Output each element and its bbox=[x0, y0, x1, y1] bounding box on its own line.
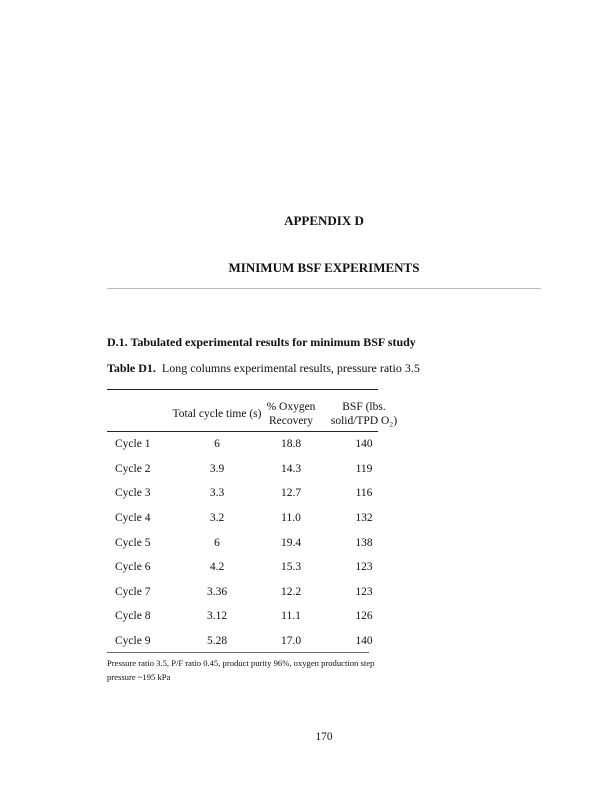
bsf-value: 123 bbox=[355, 585, 373, 598]
cycle-time: 3.9 bbox=[209, 462, 225, 475]
table-row bbox=[107, 604, 409, 629]
table-row bbox=[107, 457, 409, 482]
table-caption-text: Long columns experimental results, pressure ratio 3.5 bbox=[161, 361, 420, 375]
table-row bbox=[107, 530, 409, 555]
page-number: 170 bbox=[315, 731, 333, 743]
bsf-value: 123 bbox=[355, 561, 373, 574]
table-row bbox=[107, 506, 409, 531]
cycle-time: 3.36 bbox=[206, 585, 228, 598]
cycle-time: 3.2 bbox=[209, 512, 225, 525]
header-oxygen-recovery: % Oxygen Recovery bbox=[266, 401, 316, 427]
table-header-row bbox=[107, 396, 409, 432]
cycle-time: 4.2 bbox=[209, 561, 225, 574]
oxygen-recovery: 11.1 bbox=[281, 610, 301, 623]
bsf-value: 119 bbox=[355, 462, 373, 475]
appendix-title: APPENDIX D bbox=[284, 213, 364, 228]
table-row bbox=[107, 629, 409, 654]
table-row bbox=[107, 580, 409, 605]
bsf-value: 140 bbox=[355, 635, 373, 648]
oxygen-recovery: 12.7 bbox=[280, 487, 302, 500]
cycle-label: Cycle 2 bbox=[115, 462, 151, 475]
bsf-value: 132 bbox=[355, 512, 373, 525]
table-footnote: Pressure ratio 3.5, P/F ratio 0.45, product purity 96%, oxygen production step pressure ~195 kPa bbox=[107, 658, 375, 682]
header-cycle-time: Total cycle time (s) bbox=[172, 408, 262, 420]
cycle-label: Cycle 8 bbox=[115, 610, 151, 623]
cycle-label: Cycle 3 bbox=[115, 487, 151, 500]
cycle-time: 6 bbox=[214, 438, 220, 451]
oxygen-recovery: 17.0 bbox=[280, 635, 302, 648]
oxygen-recovery: 19.4 bbox=[280, 536, 302, 549]
cycle-label: Cycle 4 bbox=[115, 512, 151, 525]
table-top-rule bbox=[107, 389, 378, 390]
cycle-label: Cycle 1 bbox=[115, 438, 151, 451]
bsf-value: 138 bbox=[355, 536, 373, 549]
cycle-label: Cycle 5 bbox=[115, 536, 151, 549]
table-caption-label: Table D1. bbox=[107, 361, 156, 375]
table-row bbox=[107, 432, 409, 457]
appendix-subtitle: MINIMUM BSF EXPERIMENTS bbox=[228, 260, 420, 275]
bsf-value: 140 bbox=[355, 438, 373, 451]
results-table bbox=[107, 396, 409, 653]
bsf-value: 126 bbox=[355, 610, 373, 623]
cycle-time: 5.28 bbox=[206, 635, 228, 648]
header-bsf: BSF (lbs. solid/TPD O₂) bbox=[330, 401, 398, 427]
oxygen-recovery: 15.3 bbox=[280, 561, 302, 574]
table-caption bbox=[107, 361, 420, 376]
table-row bbox=[107, 481, 409, 506]
oxygen-recovery: 14.3 bbox=[280, 462, 302, 475]
cycle-time: 3.12 bbox=[206, 610, 228, 623]
section-divider bbox=[107, 288, 541, 289]
section-heading: D.1. Tabulated experimental results for minimum BSF study bbox=[107, 335, 416, 349]
cycle-label: Cycle 6 bbox=[115, 561, 151, 574]
bsf-value: 116 bbox=[355, 487, 373, 500]
cycle-label: Cycle 9 bbox=[115, 635, 151, 648]
oxygen-recovery: 12.2 bbox=[280, 585, 302, 598]
oxygen-recovery: 18.8 bbox=[280, 438, 302, 451]
oxygen-recovery: 11.0 bbox=[281, 512, 301, 525]
cycle-time: 6 bbox=[214, 536, 220, 549]
cycle-time: 3.3 bbox=[209, 487, 225, 500]
table-bottom-rule bbox=[107, 652, 369, 653]
table-row bbox=[107, 555, 409, 580]
table-header-rule bbox=[107, 431, 378, 432]
cycle-label: Cycle 7 bbox=[115, 585, 151, 598]
